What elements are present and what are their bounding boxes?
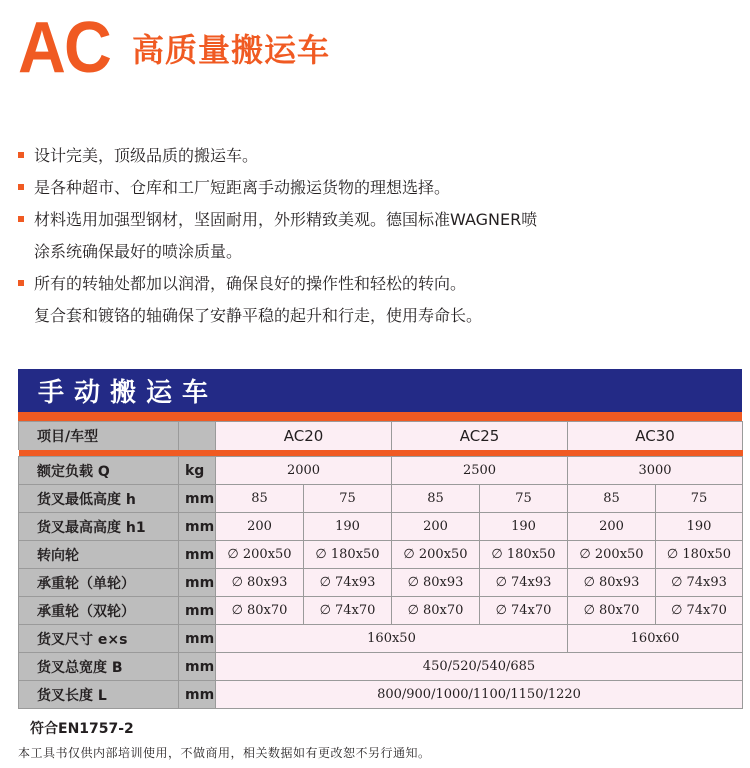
table-cell: 85 — [392, 485, 480, 513]
feature-text: 复合套和镀铬的轴确保了安静平稳的起升和行走，使用寿命长。 — [34, 306, 483, 325]
table-cell: ∅ 180x50 — [304, 541, 392, 569]
model-header: AC20 — [216, 422, 392, 450]
divider — [18, 412, 742, 421]
bullet-icon — [18, 184, 24, 190]
table-cell: 3000 — [568, 457, 743, 485]
feature-text: 所有的转轴处都加以润滑，确保良好的操作性和轻松的转向。 — [34, 274, 467, 293]
row-label: 货叉最低高度 h — [19, 485, 179, 513]
table-cell: ∅ 200x50 — [568, 541, 656, 569]
header-separator — [19, 450, 743, 457]
header-label-cell: 项目/车型 — [19, 422, 179, 450]
separator-bar — [19, 450, 743, 457]
feature-item — [18, 204, 738, 268]
table-banner — [18, 369, 742, 412]
table-cell: ∅ 200x50 — [216, 541, 304, 569]
table-cell: 200 — [568, 513, 656, 541]
table-header-row — [19, 422, 743, 450]
table-row — [19, 597, 743, 625]
bullet-icon — [18, 280, 24, 286]
disclaimer-note: 本工具书仅供内部培训使用，不做商用，相关数据如有更改恕不另行通知。 — [18, 746, 431, 760]
table-cell: 2500 — [392, 457, 568, 485]
row-unit: kg — [179, 457, 216, 485]
feature-text: 是各种超市、仓库和工厂短距离手动搬运货物的理想选择。 — [34, 178, 451, 197]
row-unit: mm — [179, 681, 216, 709]
table-cell: ∅ 74x70 — [656, 597, 743, 625]
table-cell: ∅ 80x93 — [392, 569, 480, 597]
model-header: AC25 — [392, 422, 568, 450]
table-cell: 160x50 — [216, 625, 568, 653]
table-cell: 190 — [304, 513, 392, 541]
table-cell: ∅ 74x93 — [304, 569, 392, 597]
row-unit: mm — [179, 513, 216, 541]
spec-table-section — [18, 369, 742, 709]
table-cell: ∅ 80x93 — [568, 569, 656, 597]
table-cell: 160x60 — [568, 625, 743, 653]
header-unit-cell — [179, 422, 216, 450]
feature-list — [18, 140, 738, 332]
table-row — [19, 625, 743, 653]
table-cell: 450/520/540/685 — [216, 653, 743, 681]
table-cell: 200 — [392, 513, 480, 541]
spec-table — [18, 421, 743, 709]
feature-text: 设计完美，顶级品质的搬运车。 — [34, 146, 259, 165]
feature-text: 材料选用加强型钢材，坚固耐用，外形精致美观。德国标准WAGNER喷 — [34, 210, 538, 229]
row-label: 货叉尺寸 e×s — [19, 625, 179, 653]
bullet-icon — [18, 216, 24, 222]
row-unit: mm — [179, 653, 216, 681]
table-cell: ∅ 74x93 — [656, 569, 743, 597]
table-row — [19, 541, 743, 569]
row-unit: mm — [179, 541, 216, 569]
table-cell: ∅ 74x93 — [480, 569, 568, 597]
table-cell: ∅ 74x70 — [480, 597, 568, 625]
bullet-icon — [18, 152, 24, 158]
row-label: 额定负载 Q — [19, 457, 179, 485]
row-label: 货叉长度 L — [19, 681, 179, 709]
table-cell: 85 — [216, 485, 304, 513]
table-cell: 75 — [304, 485, 392, 513]
table-cell: ∅ 80x93 — [216, 569, 304, 597]
table-cell: ∅ 180x50 — [656, 541, 743, 569]
row-unit: mm — [179, 625, 216, 653]
table-cell: ∅ 180x50 — [480, 541, 568, 569]
feature-text: 涂系统确保最好的喷涂质量。 — [34, 242, 243, 261]
row-unit: mm — [179, 569, 216, 597]
row-label: 货叉总宽度 B — [19, 653, 179, 681]
row-unit: mm — [179, 485, 216, 513]
row-label: 承重轮（双轮） — [19, 597, 179, 625]
table-cell: 75 — [480, 485, 568, 513]
table-row — [19, 569, 743, 597]
row-label: 货叉最高高度 h1 — [19, 513, 179, 541]
table-row — [19, 485, 743, 513]
table-cell: 800/900/1000/1100/1150/1220 — [216, 681, 743, 709]
page-header — [18, 8, 330, 88]
row-label: 承重轮（单轮） — [19, 569, 179, 597]
table-cell: 75 — [656, 485, 743, 513]
brand-logo: AC — [18, 8, 110, 88]
table-cell: 2000 — [216, 457, 392, 485]
table-cell: ∅ 80x70 — [392, 597, 480, 625]
table-cell: 200 — [216, 513, 304, 541]
standard-note: 符合EN1757-2 — [30, 721, 134, 737]
table-cell: ∅ 200x50 — [392, 541, 480, 569]
feature-item — [18, 268, 738, 332]
table-row — [19, 513, 743, 541]
table-row — [19, 681, 743, 709]
feature-item — [18, 172, 738, 204]
table-row — [19, 457, 743, 485]
row-unit: mm — [179, 597, 216, 625]
table-cell: 190 — [656, 513, 743, 541]
row-label: 转向轮 — [19, 541, 179, 569]
table-cell: ∅ 80x70 — [568, 597, 656, 625]
table-row — [19, 653, 743, 681]
feature-item — [18, 140, 738, 172]
table-cell: 85 — [568, 485, 656, 513]
model-header: AC30 — [568, 422, 743, 450]
page-title: 高质量搬运车 — [132, 31, 331, 69]
table-title: 手动搬运车 — [38, 378, 219, 408]
table-cell: 190 — [480, 513, 568, 541]
table-cell: ∅ 74x70 — [304, 597, 392, 625]
table-cell: ∅ 80x70 — [216, 597, 304, 625]
